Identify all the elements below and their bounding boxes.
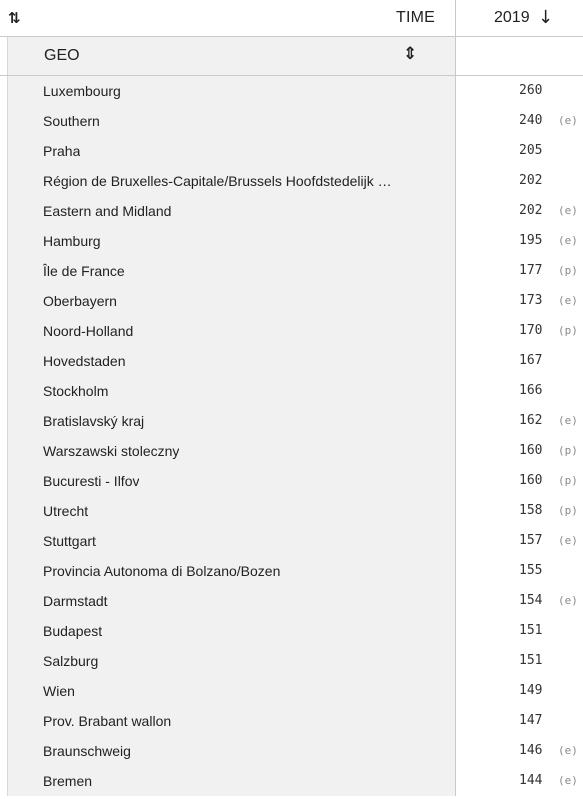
table-row [0,766,583,796]
value-flag: (p) [558,474,578,487]
geo-cell [7,166,456,196]
value-flag: (e) [558,114,578,127]
geo-name: Utrecht [43,503,89,519]
value-cell [455,136,583,166]
value-cell [455,316,583,346]
sort-swap-icon[interactable]: ⇅ [8,9,21,27]
value-cell [455,676,583,706]
geo-cell [7,376,456,406]
geo-name: Luxembourg [43,83,121,99]
geo-cell [7,436,456,466]
value-number: 151 [519,623,543,638]
value-flag: (e) [558,744,578,757]
geo-cell [7,316,456,346]
time-header-row [0,0,583,37]
table-row [0,406,583,436]
value-number: 205 [519,143,543,158]
value-cell [455,706,583,736]
geo-name: Hovedstaden [43,353,126,369]
geo-cell [7,346,456,376]
value-cell [455,736,583,766]
value-number: 144 [519,773,543,788]
value-number: 158 [519,503,543,518]
geo-name: Région de Bruxelles-Capitale/Brussels Hoofdstedelijk … [43,173,392,189]
table-body [0,76,583,796]
geo-name: Bucuresti - Ilfov [43,473,140,489]
value-number: 157 [519,533,543,548]
table-row [0,616,583,646]
value-cell [455,166,583,196]
value-cell [455,406,583,436]
geo-cell [7,256,456,286]
value-number: 151 [519,653,543,668]
geo-cell [7,586,456,616]
value-cell [455,646,583,676]
value-flag: (p) [558,504,578,517]
value-cell [455,586,583,616]
value-number: 162 [519,413,543,428]
value-cell [455,226,583,256]
geo-name: Budapest [43,623,103,639]
table-row [0,316,583,346]
value-flag: (p) [558,444,578,457]
value-number: 195 [519,233,543,248]
value-number: 160 [519,473,543,488]
table-row [0,256,583,286]
geo-name: Noord-Holland [43,323,134,339]
value-cell [455,76,583,106]
table-row [0,526,583,556]
geo-cell [7,556,456,586]
value-number: 202 [519,173,543,188]
geo-cell [7,616,456,646]
geo-cell [7,196,456,226]
geo-name: Hamburg [43,233,101,249]
value-number: 202 [519,203,543,218]
table-row [0,226,583,256]
value-number: 173 [519,293,543,308]
value-number: 160 [519,443,543,458]
year-column-header[interactable] [455,0,583,36]
table-row [0,166,583,196]
value-number: 177 [519,263,543,278]
geo-cell [7,226,456,256]
value-flag: (e) [558,414,578,427]
value-number: 155 [519,563,543,578]
value-flag: (p) [558,324,578,337]
geo-name: Bremen [43,773,93,789]
geo-name: Praha [43,143,81,159]
table-row [0,376,583,406]
value-number: 147 [519,713,543,728]
geo-name: Île de France [43,263,125,279]
value-cell [455,556,583,586]
value-flag: (e) [558,594,578,607]
geo-cell [7,736,456,766]
geo-cell [7,766,456,796]
value-number: 170 [519,323,543,338]
value-flag: (e) [558,234,578,247]
arrow-down-icon[interactable]: ↓ [538,7,554,28]
geo-dimension-label: GEO [44,47,80,64]
time-dimension-label: TIME [395,9,435,26]
geo-cell [7,136,456,166]
geo-cell [7,706,456,736]
geo-cell [7,496,456,526]
table-row [0,106,583,136]
value-cell [455,526,583,556]
geo-name: Prov. Brabant wallon [43,713,172,729]
value-number: 146 [519,743,543,758]
geo-cell [7,466,456,496]
value-flag: (e) [558,294,578,307]
value-flag: (e) [558,774,578,787]
table-row [0,556,583,586]
table-row [0,136,583,166]
geo-name: Provincia Autonoma di Bolzano/Bozen [43,563,281,579]
up-down-sort-icon[interactable]: ⇕ [403,44,418,64]
value-number: 166 [519,383,543,398]
geo-cell [7,646,456,676]
geo-name: Southern [43,113,100,129]
value-number: 149 [519,683,543,698]
geo-cell [7,76,456,106]
value-number: 167 [519,353,543,368]
year-label: 2019 [494,9,530,26]
value-cell [455,346,583,376]
value-cell [455,436,583,466]
table-row [0,436,583,466]
value-cell [455,496,583,526]
geo-name: Darmstadt [43,593,108,609]
value-number: 240 [519,113,543,128]
value-cell [455,766,583,796]
time-header-cell [0,0,455,36]
value-flag: (p) [558,264,578,277]
geo-cell [7,526,456,556]
geo-header-row [0,37,583,76]
geo-name: Bratislavský kraj [43,413,145,429]
table-row [0,346,583,376]
value-cell [455,616,583,646]
table-row [0,196,583,226]
geo-name: Warszawski stoleczny [43,443,180,459]
table-row [0,586,583,616]
table-row [0,466,583,496]
value-cell [455,376,583,406]
value-cell [455,286,583,316]
geo-header-cell [7,37,456,75]
geo-name: Stuttgart [43,533,96,549]
value-flag: (e) [558,204,578,217]
geo-name: Eastern and Midland [43,203,172,219]
value-number: 260 [519,83,543,98]
table-row [0,676,583,706]
value-number: 154 [519,593,543,608]
value-flag: (e) [558,534,578,547]
geo-name: Oberbayern [43,293,117,309]
table-row [0,646,583,676]
value-cell [455,256,583,286]
table-row [0,736,583,766]
geo-cell [7,106,456,136]
table-row [0,496,583,526]
geo-cell [7,676,456,706]
geo-cell [7,286,456,316]
table-row [0,706,583,736]
value-cell [455,106,583,136]
table-row [0,286,583,316]
geo-name: Salzburg [43,653,99,669]
geo-name: Wien [43,683,75,699]
value-cell [455,196,583,226]
value-cell [455,466,583,496]
geo-name: Braunschweig [43,743,131,759]
geo-cell [7,406,456,436]
geo-header-value-cell [455,37,583,75]
table-row [0,76,583,106]
geo-name: Stockholm [43,383,109,399]
